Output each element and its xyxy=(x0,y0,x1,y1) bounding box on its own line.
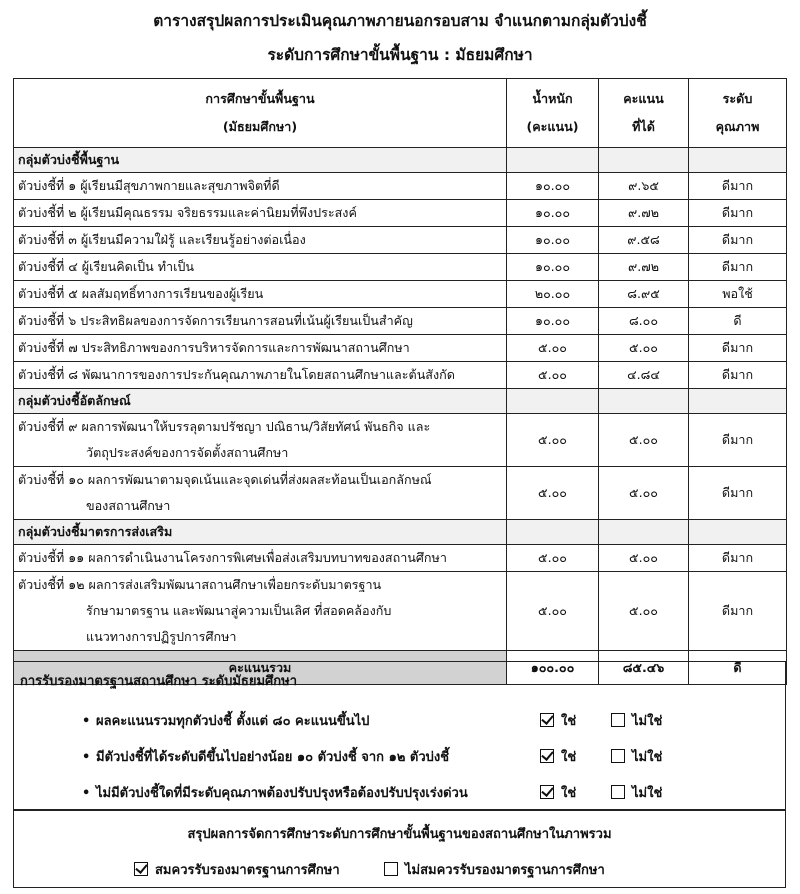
level-cell: ดี xyxy=(689,308,787,335)
score-cell: ๕.๐๐ xyxy=(599,467,689,520)
document-title: ตารางสรุปผลการประเมินคุณภาพภายนอกรอบสาม จำแนกตามกลุ่มตัวบ่งชี้ xyxy=(153,12,647,30)
group-label: กลุ่มตัวบ่งชี้อัตลักษณ์ xyxy=(14,389,507,414)
weight-cell: ๑๐.๐๐ xyxy=(507,173,599,200)
criterion-3-no[interactable]: ไม่ใช่ xyxy=(611,782,662,803)
level-cell: ดีมาก xyxy=(689,200,787,227)
group-row-promote xyxy=(14,520,787,545)
indicator-label: ตัวบ่งชี้ที่ ๑๑ ผลการดำเนินงานโครงการพิเศษเพื่อส่งเสริมบทบาทของสถานศึกษา xyxy=(14,545,507,572)
checkbox-checked-icon[interactable] xyxy=(540,713,554,727)
checkbox-empty-icon[interactable] xyxy=(384,862,398,876)
level-cell: พอใช้ xyxy=(689,281,787,308)
level-cell: ดีมาก xyxy=(689,414,787,467)
level-cell: ดีมาก xyxy=(689,335,787,362)
bullet-icon: • xyxy=(82,786,91,801)
weight-cell: ๕.๐๐ xyxy=(507,414,599,467)
table-row xyxy=(14,254,787,281)
weight-cell: ๕.๐๐ xyxy=(507,335,599,362)
group-row-basic xyxy=(14,148,787,173)
group-label: กลุ่มตัวบ่งชี้พื้นฐาน xyxy=(14,148,507,173)
criterion-2-yes[interactable]: ใช่ xyxy=(540,746,576,767)
criterion-2-no[interactable]: ไม่ใช่ xyxy=(611,746,662,767)
weight-cell: ๕.๐๐ xyxy=(507,362,599,389)
level-cell: ดีมาก xyxy=(689,545,787,572)
weight-cell: ๑๐.๐๐ xyxy=(507,200,599,227)
criterion-1-no[interactable]: ไม่ใช่ xyxy=(611,710,662,731)
indicator-label: ตัวบ่งชี้ที่ ๑๒ ผลการส่งเสริมพัฒนาสถานศึกษาเพื่อยกระดับมาตรฐาน รักษามาตรฐาน และพัฒนาสู่ความเป็นเลิศ ที่สอดคล้องกับ แนวทางการปฏิรูปการศึกษา xyxy=(14,572,507,651)
indicator-label: ตัวบ่งชี้ที่ ๔ ผู้เรียนคิดเป็น ทำเป็น xyxy=(14,254,507,281)
score-cell: ๙.๖๕ xyxy=(599,173,689,200)
header-quality-level: ระดับ คุณภาพ xyxy=(689,79,787,148)
table-row xyxy=(14,414,787,467)
checkbox-empty-icon[interactable] xyxy=(611,749,625,763)
score-cell: ๕.๐๐ xyxy=(599,414,689,467)
indicator-label: ตัวบ่งชี้ที่ ๘ พัฒนาการของการประกันคุณภาพภายในโดยสถานศึกษาและต้นสังกัด xyxy=(14,362,507,389)
level-cell: ดีมาก xyxy=(689,227,787,254)
score-cell: ๙.๗๒ xyxy=(599,200,689,227)
table-row xyxy=(14,173,787,200)
table-row xyxy=(14,545,787,572)
option-not-certified[interactable]: ไม่สมควรรับรองมาตรฐานการศึกษา xyxy=(384,859,605,880)
header-score: คะแนน ที่ได้ xyxy=(599,79,689,148)
option-certified[interactable]: สมควรรับรองมาตรฐานการศึกษา xyxy=(134,859,340,880)
header-weight: น้ำหนัก (คะแนน) xyxy=(507,79,599,148)
certification-title: การรับรองมาตรฐานสถานศึกษา ระดับมัธยมศึกษา xyxy=(20,674,298,689)
level-cell: ดีมาก xyxy=(689,173,787,200)
criterion-3-yes[interactable]: ใช่ xyxy=(540,782,576,803)
criterion-2: • มีตัวบ่งชี้ที่ได้ระดับดีขึ้นไปอย่างน้อย ๑๐ ตัวบ่งชี้ จาก ๑๒ ตัวบ่งชี้ xyxy=(82,750,450,765)
table-row xyxy=(14,467,787,520)
summary-title: สรุปผลการจัดการศึกษาระดับการศึกษาขั้นพื้นฐานของสถานศึกษาในภาพรวม xyxy=(187,827,612,842)
indicator-label: ตัวบ่งชี้ที่ ๒ ผู้เรียนมีคุณธรรม จริยธรรมและค่านิยมที่พึงประสงค์ xyxy=(14,200,507,227)
weight-cell: ๒๐.๐๐ xyxy=(507,281,599,308)
certification-section xyxy=(13,661,786,810)
bullet-icon: • xyxy=(82,750,91,765)
weight-cell: ๑๐.๐๐ xyxy=(507,254,599,281)
weight-cell: ๕.๐๐ xyxy=(507,467,599,520)
indicator-label: ตัวบ่งชี้ที่ ๙ ผลการพัฒนาให้บรรลุตามปรัชญา ปณิธาน/วิสัยทัศน์ พันธกิจ และ วัตถุประสงค์ของการจัดตั้งสถานศึกษา xyxy=(14,414,507,467)
weight-cell: ๕.๐๐ xyxy=(507,572,599,651)
checkbox-checked-icon[interactable] xyxy=(540,785,554,799)
total-score: ๘๕.๔๖ xyxy=(599,651,689,685)
checkbox-empty-icon[interactable] xyxy=(611,785,625,799)
indicator-label: ตัวบ่งชี้ที่ ๖ ประสิทธิผลของการจัดการเรียนการสอนที่เน้นผู้เรียนเป็นสำคัญ xyxy=(14,308,507,335)
table-row xyxy=(14,362,787,389)
document-subtitle: ระดับการศึกษาขั้นพื้นฐาน : มัธยมศึกษา xyxy=(267,46,533,64)
level-cell: ดีมาก xyxy=(689,362,787,389)
criterion-3: • ไม่มีตัวบ่งชี้ใดที่มีระดับคุณภาพต้องปรับปรุงหรือต้องปรับปรุงเร่งด่วน xyxy=(82,786,468,801)
summary-section xyxy=(13,810,786,888)
criterion-1-yes[interactable]: ใช่ xyxy=(540,710,576,731)
table-row xyxy=(14,572,787,651)
indicator-label: ตัวบ่งชี้ที่ ๑ ผู้เรียนมีสุขภาพกายและสุขภาพจิตที่ดี xyxy=(14,173,507,200)
weight-cell: ๑๐.๐๐ xyxy=(507,308,599,335)
score-cell: ๕.๐๐ xyxy=(599,572,689,651)
indicator-label: ตัวบ่งชี้ที่ ๓ ผู้เรียนมีความใฝ่รู้ และเรียนรู้อย่างต่อเนื่อง xyxy=(14,227,507,254)
score-cell: ๕.๐๐ xyxy=(599,545,689,572)
checkbox-checked-icon[interactable] xyxy=(134,862,148,876)
indicator-label: ตัวบ่งชี้ที่ ๑๐ ผลการพัฒนาตามจุดเน้นและจุดเด่นที่ส่งผลสะท้อนเป็นเอกลักษณ์ ของสถานศึกษา xyxy=(14,467,507,520)
total-level: ดี xyxy=(689,651,787,685)
score-cell: ๙.๕๘ xyxy=(599,227,689,254)
table-row xyxy=(14,308,787,335)
weight-cell: ๕.๐๐ xyxy=(507,545,599,572)
checkbox-checked-icon[interactable] xyxy=(540,749,554,763)
criterion-1: • ผลคะแนนรวมทุกตัวบ่งชี้ ตั้งแต่ ๘๐ คะแนนขึ้นไป xyxy=(82,714,370,729)
bullet-icon: • xyxy=(82,714,91,729)
assessment-table xyxy=(13,78,787,685)
checkbox-empty-icon[interactable] xyxy=(611,713,625,727)
table-row xyxy=(14,335,787,362)
score-cell: ๕.๐๐ xyxy=(599,335,689,362)
score-cell: ๘.๙๕ xyxy=(599,281,689,308)
group-row-identity xyxy=(14,389,787,414)
total-label: คะแนนรวม xyxy=(14,651,507,685)
score-cell: ๔.๘๔ xyxy=(599,362,689,389)
table-header-row xyxy=(14,79,787,148)
level-cell: ดีมาก xyxy=(689,572,787,651)
level-cell: ดีมาก xyxy=(689,467,787,520)
total-weight: ๑๐๐.๐๐ xyxy=(507,651,599,685)
weight-cell: ๑๐.๐๐ xyxy=(507,227,599,254)
level-cell: ดีมาก xyxy=(689,254,787,281)
table-row xyxy=(14,281,787,308)
header-education-level: การศึกษาขั้นพื้นฐาน (มัธยมศึกษา) xyxy=(14,79,507,148)
group-label: กลุ่มตัวบ่งชี้มาตรการส่งเสริม xyxy=(14,520,507,545)
table-row xyxy=(14,200,787,227)
score-cell: ๙.๗๒ xyxy=(599,254,689,281)
indicator-label: ตัวบ่งชี้ที่ ๗ ประสิทธิภาพของการบริหารจัดการและการพัฒนาสถานศึกษา xyxy=(14,335,507,362)
score-cell: ๘.๐๐ xyxy=(599,308,689,335)
indicator-label: ตัวบ่งชี้ที่ ๕ ผลสัมฤทธิ์ทางการเรียนของผู้เรียน xyxy=(14,281,507,308)
table-row xyxy=(14,227,787,254)
